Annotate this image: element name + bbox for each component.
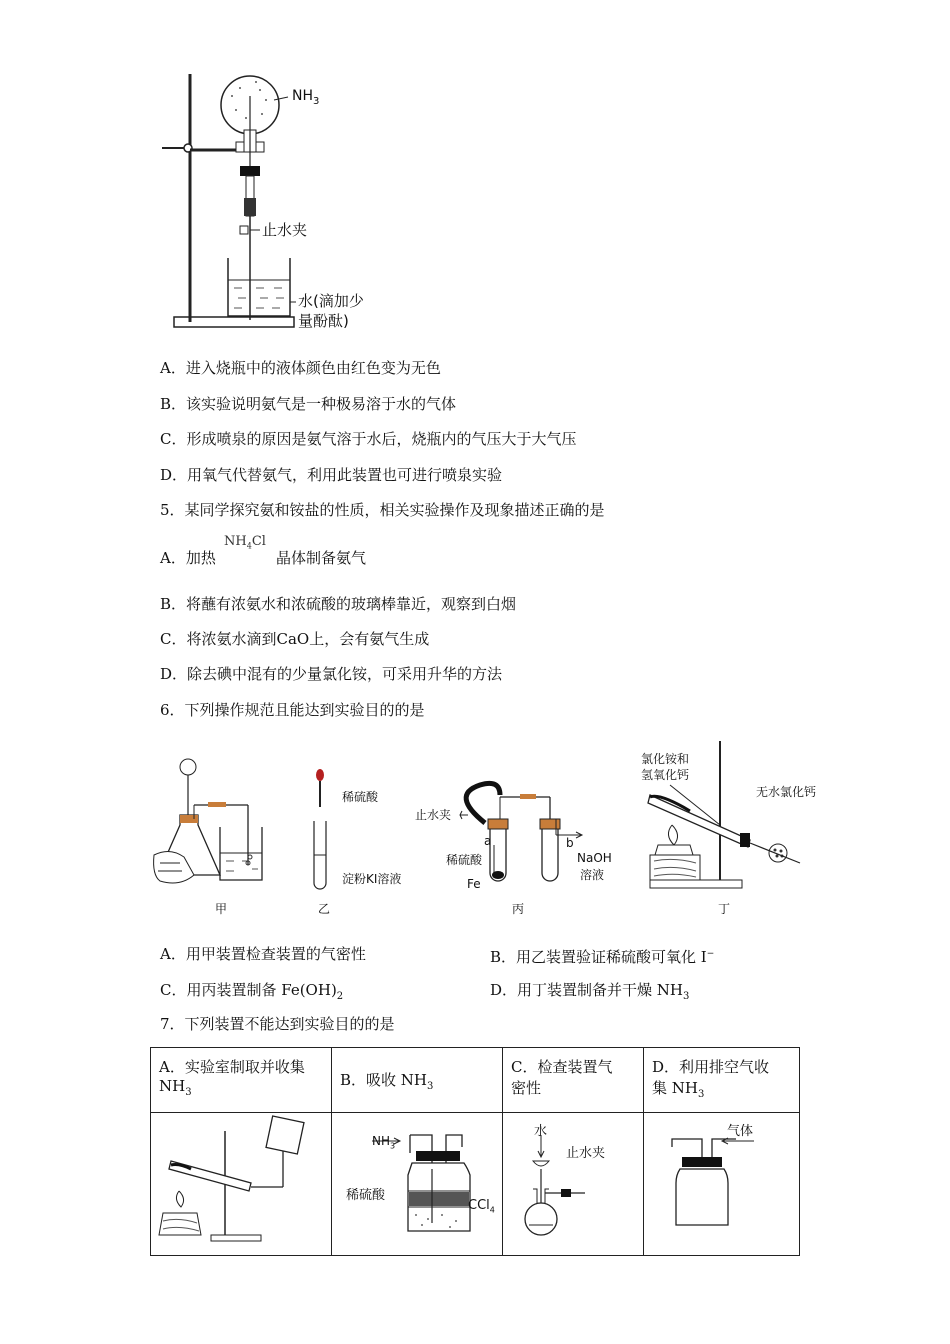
q4-option-d: D．用氧气代替氨气，利用此装置也可进行喷泉实验 [160, 466, 503, 484]
label-nh4cl-1: 氯化铵和 [641, 752, 690, 766]
q7-img-a [151, 1113, 332, 1256]
label-clamp-bing: 止水夹 [415, 808, 452, 822]
q7-img-d [644, 1113, 800, 1256]
q7-cell-c: C．检查装置气 密性 [503, 1048, 644, 1113]
q4-option-c: C．形成喷泉的原因是氨气溶于水后，烧瓶内的气压大于大气压 [160, 430, 577, 448]
q7-label-gas: 气体 [727, 1124, 754, 1139]
apparatus-jia [154, 759, 262, 883]
q6-apparatus-figure [150, 735, 830, 920]
q7-label-dilute-h2so4: 稀硫酸 [346, 1188, 386, 1203]
label-dilute-h2so4: 稀硫酸 [342, 790, 379, 804]
q7-label-nh3: $NH_3$ [372, 1134, 396, 1151]
q6-stem: 6．下列操作规范且能达到实验目的的是 [160, 701, 425, 719]
label-dilute-h2so4-bing: 稀硫酸 [446, 853, 483, 867]
label-nh4cl-2: 氢氧化钙 [641, 768, 690, 782]
q4-option-b: B．该实验说明氨气是一种极易溶于水的气体 [160, 395, 457, 413]
q7-img-c [503, 1113, 644, 1256]
label-naoh-1: NaOH [577, 851, 612, 865]
caption-yi: 乙 [318, 902, 331, 916]
q5-formula: $NH_4Cl$ [224, 534, 266, 551]
caption-ding: 丁 [718, 902, 731, 916]
q6-option-a: A．用甲装置检查装置的气密性 [160, 945, 366, 963]
q6-option-d: D．用丁装置制备并干燥 $NH_3$ [490, 981, 690, 1002]
water-label-line2: 量酚酞) [298, 312, 349, 330]
q7-apparatus-d [644, 1113, 799, 1251]
label-starch-ki: 淀粉KI溶液 [342, 872, 402, 886]
q7-stem: 7．下列装置不能达到实验目的的是 [160, 1015, 395, 1033]
caption-bing: 丙 [512, 902, 525, 916]
label-naoh-2: 溶液 [580, 868, 605, 882]
caption-jia: 甲 [215, 902, 228, 916]
nh3-subscript: 3 [313, 95, 320, 107]
fountain-apparatus-figure [160, 70, 400, 340]
label-a: a [484, 834, 492, 848]
q5-option-c: C．将浓氨水滴到CaO上，会有氨气生成 [160, 630, 430, 648]
q6-option-c: C．用丙装置制备 $Fe(OH)_2$ [160, 981, 344, 1002]
q7-cell-a: A．实验室制取并收集 $NH_3$ [151, 1048, 332, 1113]
nh3-label [292, 88, 319, 107]
nh3-text: NH [292, 88, 313, 104]
q5-option-a-tail: 晶体制备氨气 [276, 549, 367, 567]
q7-apparatus-c [503, 1113, 643, 1251]
q6-option-b: B．用乙装置验证稀硫酸可氧化 I− [490, 948, 715, 966]
q7-cell-b: B．吸收 $NH_3$ [332, 1048, 503, 1113]
q7-table [150, 1047, 800, 1256]
apparatus-yi [314, 769, 326, 889]
q7-label-water: 水 [534, 1124, 548, 1139]
label-fe: Fe [467, 877, 481, 891]
water-label-line1: 水(滴加少 [298, 292, 364, 310]
label-cacl2: 无水氯化钙 [756, 785, 817, 799]
q7-apparatus-a [151, 1113, 331, 1251]
q5-option-b: B．将蘸有浓氨水和浓硫酸的玻璃棒靠近，观察到白烟 [160, 595, 517, 613]
clamp-label: 止水夹 [262, 221, 308, 239]
q4-option-a: A．进入烧瓶中的液体颜色由红色变为无色 [160, 359, 441, 377]
q5-option-a: A．加热 [160, 549, 216, 567]
label-b: b [566, 836, 574, 850]
q7-label-ccl4: CCl$_4$ [468, 1198, 495, 1215]
q7-apparatus-b [332, 1113, 502, 1251]
q7-cell-d: D．利用排空气收 集 $NH_3$ [644, 1048, 800, 1113]
q5-option-d: D．除去碘中混有的少量氯化铵，可采用升华的方法 [160, 665, 503, 683]
q7-label-clamp: 止水夹 [566, 1146, 606, 1161]
q5-stem: 5．某同学探究氨和铵盐的性质，相关实验操作及现象描述正确的是 [160, 501, 605, 519]
